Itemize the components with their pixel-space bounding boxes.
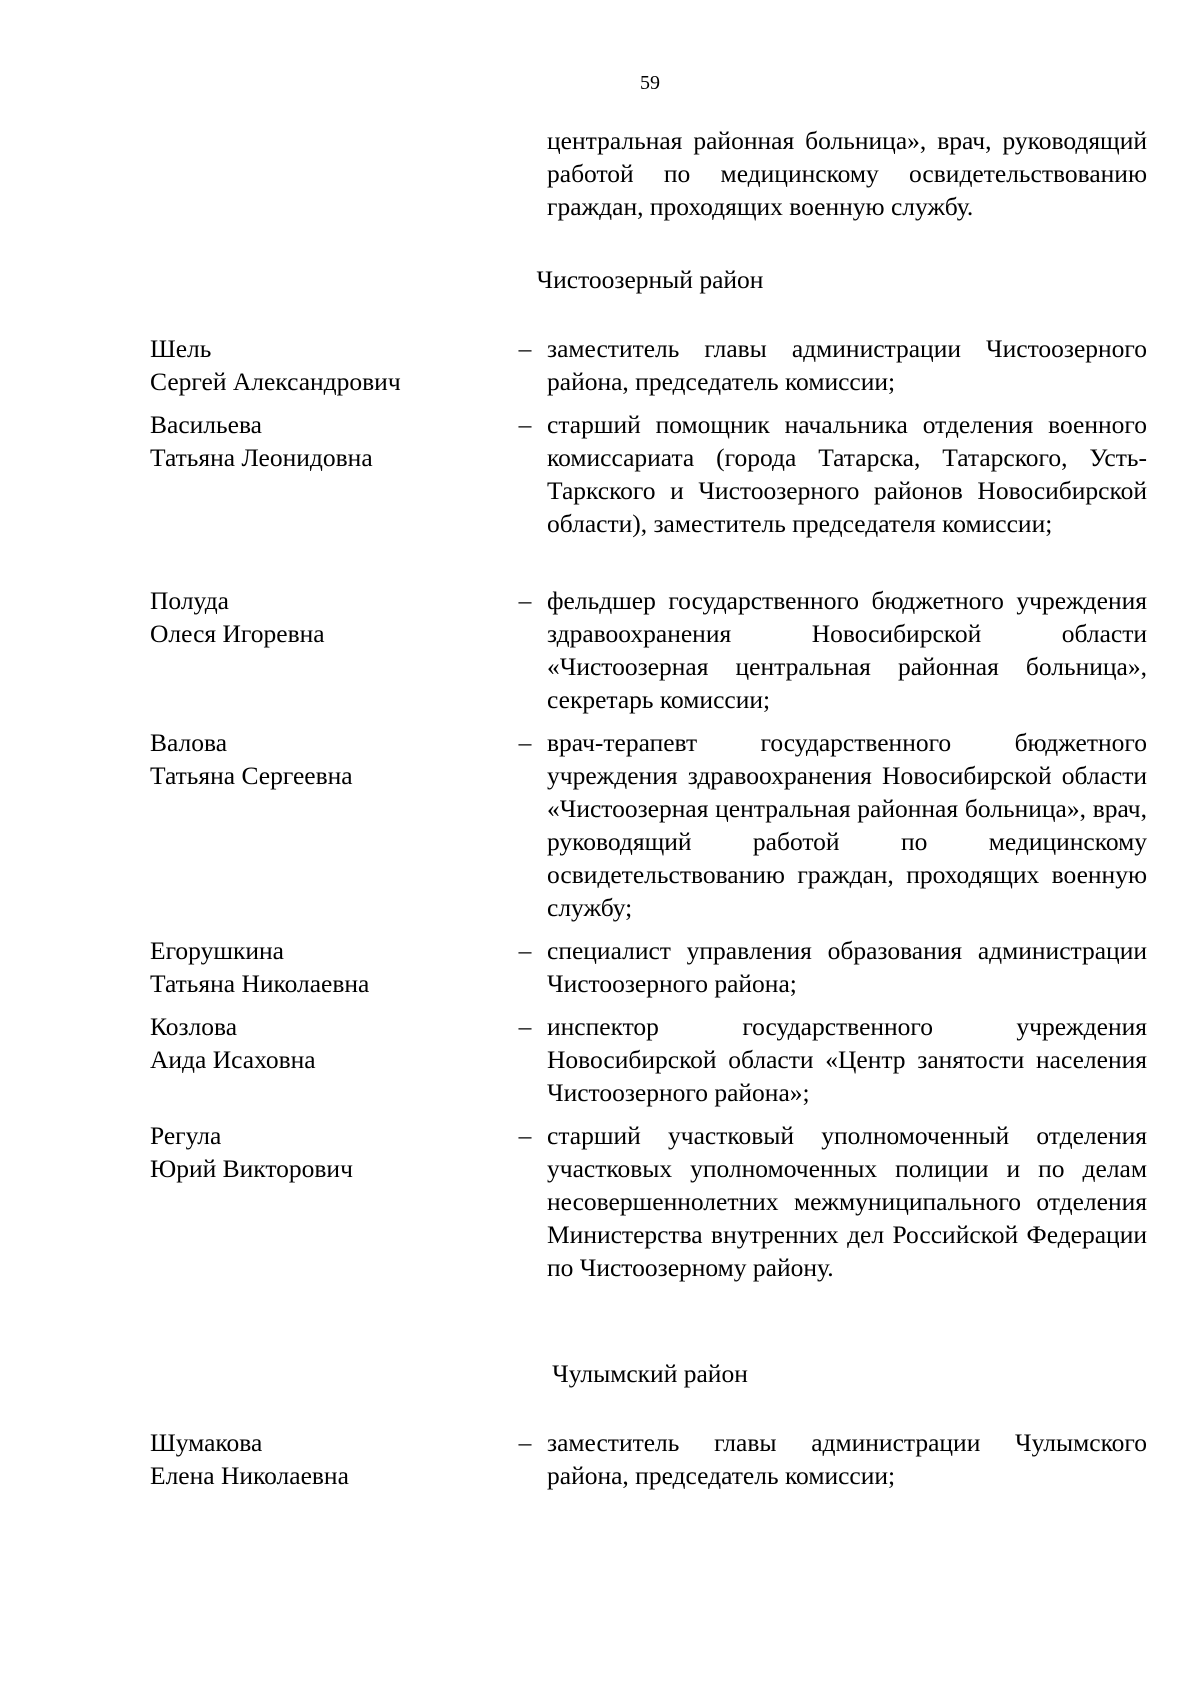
- member-name: [150, 1426, 510, 1492]
- member-surname: Васильева: [150, 410, 262, 439]
- dash-separator: –: [518, 1428, 532, 1457]
- dash-separator: –: [518, 586, 532, 615]
- member-role: фельдшер государственного бюджетного учреждения здравоохранения Новосибирской области «Чистоозерная центральная районная больница», секретарь комиссии;: [547, 586, 1147, 714]
- dash-separator: –: [518, 936, 532, 965]
- continued-role-text: центральная районная больница», врач, руководящий работой по медицинскому освидетельствованию граждан, проходящих военную службу.: [547, 126, 1147, 221]
- member-name: [150, 726, 510, 792]
- member-surname: Валова: [150, 728, 228, 757]
- member-role: специалист управления образования администрации Чистоозерного района;: [547, 936, 1147, 998]
- member-given-names: Аида Исаховна: [150, 1045, 316, 1074]
- section-title-chistoozerny: Чистоозерный район: [536, 265, 764, 294]
- member-name: [150, 1119, 510, 1185]
- member-surname: Шумакова: [150, 1428, 263, 1457]
- member-name: [150, 332, 510, 398]
- member-given-names: Татьяна Сергеевна: [150, 761, 353, 790]
- dash-separator: –: [518, 1012, 532, 1041]
- member-role: старший помощник начальника отделения военного комиссариата (города Татарска, Татарского, Усть-Таркского и Чистоозерного районов Новосибирской области), заместитель председателя комиссии;: [547, 410, 1147, 538]
- member-name: [150, 1010, 510, 1076]
- member-role: заместитель главы администрации Чистоозерного района, председатель комиссии;: [547, 334, 1147, 396]
- member-surname: Регула: [150, 1121, 222, 1150]
- member-given-names: Татьяна Николаевна: [150, 969, 370, 998]
- member-name: [150, 408, 510, 474]
- member-given-names: Сергей Александрович: [150, 367, 401, 396]
- member-given-names: Елена Николаевна: [150, 1461, 349, 1490]
- member-role: врач-терапевт государственного бюджетного учреждения здравоохранения Новосибирской области «Чистоозерная центральная районная больница», врач, руководящий работой по медицинскому освидетельствованию граждан, проходящих военную службу;: [547, 728, 1147, 922]
- page-number: 59: [640, 72, 660, 94]
- member-given-names: Олеся Игоревна: [150, 619, 325, 648]
- member-given-names: Татьяна Леонидовна: [150, 443, 373, 472]
- member-role: старший участковый уполномоченный отделения участковых уполномоченных полиции и по делам несовершеннолетних межмуниципального отделения Министерства внутренних дел Российской Федерации по Чистоозерному району.: [547, 1121, 1147, 1282]
- member-name: [150, 584, 510, 650]
- dash-separator: –: [518, 728, 532, 757]
- section-title-chulymsky: Чулымский район: [552, 1359, 748, 1388]
- member-surname: Шель: [150, 334, 212, 363]
- dash-separator: –: [518, 1121, 532, 1150]
- dash-separator: –: [518, 334, 532, 363]
- member-surname: Полуда: [150, 586, 229, 615]
- member-role: заместитель главы администрации Чулымского района, председатель комиссии;: [547, 1428, 1147, 1490]
- member-surname: Козлова: [150, 1012, 238, 1041]
- member-given-names: Юрий Викторович: [150, 1154, 353, 1183]
- member-name: [150, 934, 510, 1000]
- member-surname: Егорушкина: [150, 936, 284, 965]
- member-role: инспектор государственного учреждения Новосибирской области «Центр занятости населения Чистоозерного района»;: [547, 1012, 1147, 1107]
- dash-separator: –: [518, 410, 532, 439]
